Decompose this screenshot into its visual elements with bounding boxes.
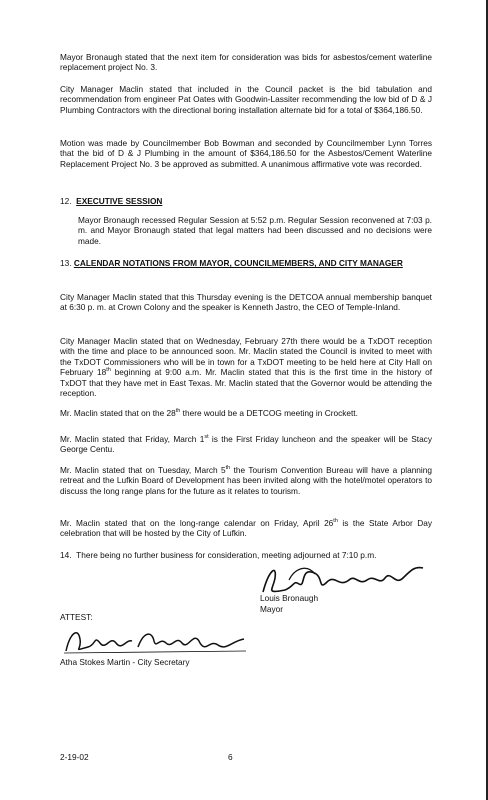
paragraph-arbor-day: Mr. Maclin stated that on the long-range calendar on Friday, April 26th is the State Arbor Day celebration that will be hosted by the City of Lufkin.	[60, 518, 432, 539]
mayor-name: Louis Bronaugh	[260, 593, 319, 603]
paragraph-txdot-reception: City Manager Maclin stated that on Wednesday, February 27th there would be a TxDOT reception with the time and place to be announced soon. Mr. Maclin stated the Council is invited to meet with the TxDOT Commissioners who will be in town for a TxDOT meeting to be held here at City Hall on February 18th beginning at 9:00 a.m. Mr. Maclin stated that this is the first time in the history of TxDOT that they have met in East Texas. Mr. Maclin stated that the Governor would be attending the reception.	[60, 336, 433, 399]
section-number: 13.	[60, 258, 72, 268]
section-12-heading	[60, 196, 432, 206]
paragraph-motion: Motion was made by Councilmember Bob Bowman and seconded by Councilmember Lynn Torres that the bid of D & J Plumbing in the amount of $364,186.50 for the Asbestos/Cement Waterline Replacement Project No. 3 be approved as submitted. A unanimous affirmative vote was recorded.	[60, 138, 432, 169]
footer-page-number: 6	[228, 752, 233, 762]
section-title: CALENDAR NOTATIONS FROM MAYOR, COUNCILMEMBERS, AND CITY MANAGER	[73, 258, 403, 268]
attest-label: ATTEST:	[60, 612, 93, 622]
secretary-name: Atha Stokes Martin - City Secretary	[60, 657, 190, 667]
section-number: 14.	[60, 550, 72, 560]
paragraph-executive-session: Mayor Bronaugh recessed Regular Session at 5:52 p.m. Regular Session reconvened at 7:03 p. m. and Mayor Bronaugh stated that legal matters had been discussed and no decisions were made.	[78, 215, 432, 246]
paragraph-bid-recommendation: City Manager Maclin stated that included in the Council packet is the bid tabulation and recommendation from engineer Pat Oates with Goodwin-Lassiter recommending the low bid of D & J Plumbing Contractors with the directional boring installation alternate bid for a total of $364,186.50.	[60, 84, 432, 115]
paragraph-bid-item: Mayor Bronaugh stated that the next item for consideration was bids for asbestos/cement waterline replacement project No. 3.	[60, 52, 432, 73]
secretary-signature	[60, 625, 250, 657]
section-13-heading	[60, 258, 432, 268]
section-title: EXECUTIVE SESSION	[76, 196, 163, 206]
footer-date: 2-19-02	[60, 752, 89, 762]
paragraph-detcoa-banquet: City Manager Maclin stated that this Thursday evening is the DETCOA annual membership banquet at 6:30 p. m. at Crown Colony and the speaker is Kenneth Jastro, the CEO of Temple-Inland.	[60, 292, 432, 313]
paragraph-adjourned: 14. There being no further business for consideration, meeting adjourned at 7:10 p.m.	[60, 550, 377, 560]
paragraph-first-friday: Mr. Maclin stated that Friday, March 1st is the First Friday luncheon and the speaker will be Stacy George Centu.	[60, 434, 432, 455]
section-number: 12.	[60, 196, 72, 206]
paragraph-detcog-meeting: Mr. Maclin stated that on the 28th there would be a DETCOG meeting in Crockett.	[60, 408, 358, 418]
mayor-title: Mayor	[260, 604, 284, 614]
paragraph-tourism-retreat: Mr. Maclin stated that on Tuesday, March 5th the Tourism Convention Bureau will have a planning retreat and the Lufkin Board of Development has been invited along with the hotel/motel operators to discuss the long range plans for the future as it relates to tourism.	[60, 465, 432, 496]
